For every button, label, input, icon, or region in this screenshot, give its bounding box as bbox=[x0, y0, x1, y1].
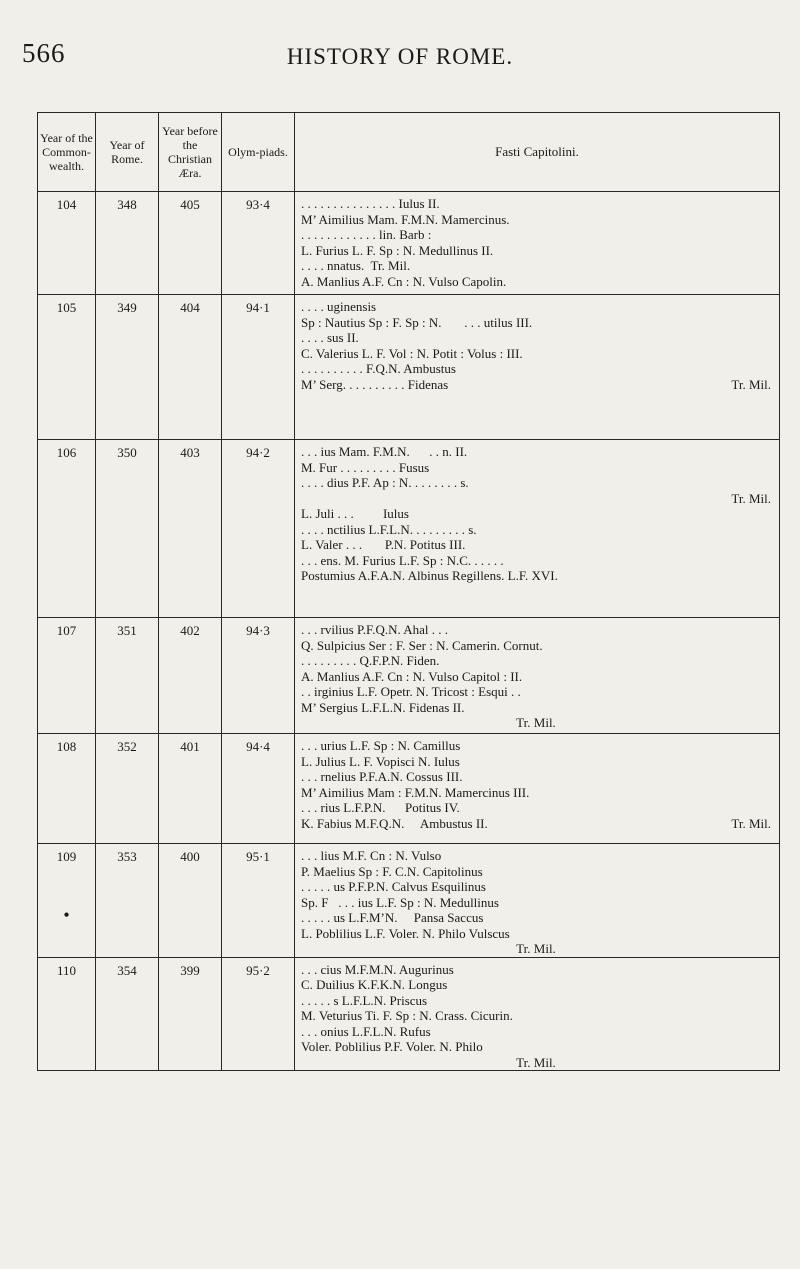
table-row bbox=[38, 192, 780, 295]
bc-value: 399 bbox=[180, 962, 200, 978]
fasti-line bbox=[301, 653, 771, 669]
commonwealth-value: 105 bbox=[56, 300, 77, 315]
commonwealth-value: 107 bbox=[56, 623, 77, 638]
table-row bbox=[38, 844, 780, 958]
fasti-line-text: . . . urius L.F. Sp : N. Camillus bbox=[301, 738, 461, 753]
bc-value: 402 bbox=[180, 623, 200, 638]
fasti-line-text: L. Poblilius L.F. Voler. N. Philo Vulscus bbox=[301, 925, 510, 941]
commonwealth-value: 104 bbox=[56, 197, 77, 212]
fasti-line-text: L. Valer . . . P.N. Potitus III. bbox=[301, 537, 466, 552]
fasti-line bbox=[301, 816, 771, 832]
fasti-line-text: A. Manlius A.F. Cn : N. Vulso Capolin. bbox=[301, 273, 507, 289]
table-row bbox=[38, 618, 780, 734]
table-row bbox=[38, 957, 780, 1071]
header-bc: Year before the Christian Æra. bbox=[159, 113, 222, 192]
table-row bbox=[38, 295, 780, 440]
fasti-line bbox=[301, 785, 771, 801]
fasti-line-text: . . . . nnatus. Tr. Mil. bbox=[301, 258, 411, 273]
fasti-line bbox=[301, 212, 771, 228]
fasti-line bbox=[301, 475, 771, 491]
fasti-line-text: Postumius A.F.A.N. Albinus Regillens. L.F. XVI. bbox=[301, 568, 558, 583]
fasti-line-text: M’ Aimilius Mam. F.M.N. Mamercinus. bbox=[301, 211, 510, 227]
fasti-line-text: . . . . nctilius L.F.L.N. . . . . . . . . s. bbox=[301, 521, 477, 537]
ink-blot-mark: • bbox=[63, 905, 70, 925]
rome-value: 352 bbox=[117, 739, 137, 754]
fasti-line bbox=[301, 491, 771, 507]
fasti-line bbox=[301, 910, 771, 926]
olympiad-value: 94·1 bbox=[246, 300, 270, 315]
fasti-line bbox=[301, 1055, 771, 1071]
cell-commonwealth bbox=[38, 295, 96, 440]
commonwealth-value: 109 bbox=[56, 849, 77, 864]
fasti-line bbox=[301, 274, 771, 290]
fasti-line-text: . . . lius M.F. Cn : N. Vulso bbox=[301, 848, 442, 863]
cell-rome bbox=[96, 295, 159, 440]
rome-value: 354 bbox=[117, 962, 137, 978]
olympiad-value: 94·2 bbox=[246, 445, 270, 460]
fasti-line-text: . . . . uginensis bbox=[301, 299, 377, 314]
fasti-line-text: M’ Aimilius Mam : F.M.N. Mamercinus III. bbox=[301, 784, 530, 800]
fasti-line bbox=[301, 622, 771, 638]
bc-value: 403 bbox=[180, 445, 200, 460]
fasti-line-text: Sp : Nautius Sp : F. Sp : N. . . . utilus III. bbox=[301, 314, 533, 330]
cell-olympiad bbox=[222, 957, 295, 1071]
fasti-line bbox=[301, 800, 771, 816]
rome-value: 351 bbox=[117, 623, 137, 638]
fasti-line-text: . . . rnelius P.F.A.N. Cossus III. bbox=[301, 769, 463, 784]
header-rome: Year of Rome. bbox=[96, 113, 159, 192]
cell-commonwealth bbox=[38, 844, 96, 958]
cell-fasti bbox=[295, 844, 780, 958]
fasti-line-text: . . . . sus II. bbox=[301, 330, 359, 345]
fasti-line bbox=[301, 848, 771, 864]
fasti-line-text: . . . . . us P.F.P.N. Calvus Esquilinus bbox=[301, 879, 486, 894]
fasti-line bbox=[301, 895, 771, 911]
fasti-line-text: Tr. Mil. bbox=[516, 1054, 556, 1070]
commonwealth-value: 106 bbox=[56, 445, 77, 460]
fasti-line-text: . . . . . us L.F.M’N. Pansa Saccus bbox=[301, 910, 484, 925]
fasti-line bbox=[301, 769, 771, 785]
cell-bc bbox=[159, 734, 222, 844]
fasti-line bbox=[301, 864, 771, 880]
fasti-line-text: . . irginius L.F. Opetr. N. Tricost : Esqui . . bbox=[301, 684, 521, 699]
cell-olympiad bbox=[222, 440, 295, 618]
cell-commonwealth bbox=[38, 618, 96, 734]
cell-bc bbox=[159, 440, 222, 618]
fasti-line bbox=[301, 330, 771, 346]
fasti-line-text: . . . . . . . . . . F.Q.N. Ambustus bbox=[301, 361, 456, 376]
fasti-line bbox=[301, 444, 771, 460]
fasti-line bbox=[301, 537, 771, 553]
fasti-line-text: . . . rvilius P.F.Q.N. Ahal . . . bbox=[301, 622, 449, 637]
fasti-line-text: . . . . . . . . . Q.F.P.N. Fiden. bbox=[301, 653, 440, 668]
fasti-line bbox=[301, 315, 771, 331]
fasti-line-text: . . . . . . . . . . . . . . . Iulus II. bbox=[301, 196, 440, 211]
fasti-line-text: Tr. Mil. bbox=[516, 941, 556, 956]
running-title: HISTORY OF ROME. bbox=[286, 44, 514, 69]
table-row bbox=[38, 734, 780, 844]
fasti-line-text: C. Duilius K.F.K.N. Longus bbox=[301, 977, 448, 992]
fasti-line-text: . . . rius L.F.P.N. Potitus IV. bbox=[301, 800, 460, 815]
fasti-line-text: M’ Serg. . . . . . . . . . Fidenas bbox=[301, 376, 449, 392]
fasti-line bbox=[301, 506, 771, 522]
fasti-line bbox=[301, 227, 771, 243]
fasti-line-text: . . . onius L.F.L.N. Rufus bbox=[301, 1023, 431, 1039]
fasti-line bbox=[301, 738, 771, 754]
cell-rome bbox=[96, 844, 159, 958]
bc-value: 400 bbox=[180, 849, 200, 864]
cell-commonwealth bbox=[38, 192, 96, 295]
bc-value: 401 bbox=[180, 739, 200, 754]
fasti-line-text: . . . . . . . . . . . . lin. Barb : bbox=[301, 227, 432, 242]
olympiad-value: 94·4 bbox=[246, 739, 270, 754]
rome-value: 350 bbox=[117, 445, 137, 460]
cell-bc bbox=[159, 192, 222, 295]
fasti-line bbox=[301, 754, 771, 770]
fasti-line-text: L. Juli . . . Iulus bbox=[301, 506, 409, 521]
fasti-line bbox=[301, 522, 771, 538]
cell-bc bbox=[159, 295, 222, 440]
cell-commonwealth bbox=[38, 734, 96, 844]
fasti-line-text: . . . ens. M. Furius L.F. Sp : N.C. . . . . . bbox=[301, 552, 504, 568]
fasti-line-text: L. Furius L. F. Sp : N. Medullinus II. bbox=[301, 242, 494, 258]
cell-bc bbox=[159, 957, 222, 1071]
rome-value: 348 bbox=[117, 197, 137, 212]
cell-fasti bbox=[295, 440, 780, 618]
table-row bbox=[38, 440, 780, 618]
fasti-line bbox=[301, 700, 771, 716]
fasti-line bbox=[301, 299, 771, 315]
cell-fasti bbox=[295, 618, 780, 734]
bc-value: 405 bbox=[180, 197, 200, 212]
fasti-line-text: Sp. F . . . ius L.F. Sp : N. Medullinus bbox=[301, 894, 499, 910]
fasti-line bbox=[301, 196, 771, 212]
fasti-line bbox=[301, 879, 771, 895]
cell-bc bbox=[159, 618, 222, 734]
fasti-line-text: M. Veturius Ti. F. Sp : N. Crass. Cicurin. bbox=[301, 1008, 513, 1023]
fasti-line bbox=[301, 346, 771, 362]
olympiad-value: 95·2 bbox=[246, 962, 270, 978]
cell-fasti bbox=[295, 957, 780, 1071]
cell-olympiad bbox=[222, 295, 295, 440]
fasti-line bbox=[301, 460, 771, 476]
cell-commonwealth bbox=[38, 957, 96, 1071]
fasti-line bbox=[301, 1024, 771, 1040]
fasti-line-suffix: Tr. Mil. bbox=[731, 815, 771, 831]
fasti-line-text: . . . . dius P.F. Ap : N. . . . . . . . s. bbox=[301, 475, 469, 490]
cell-olympiad bbox=[222, 618, 295, 734]
cell-rome bbox=[96, 957, 159, 1071]
fasti-line bbox=[301, 926, 771, 942]
fasti-line bbox=[301, 553, 771, 569]
fasti-line-text: . . . . . s L.F.L.N. Priscus bbox=[301, 992, 428, 1008]
fasti-line-text: L. Julius L. F. Vopisci N. Iulus bbox=[301, 753, 460, 769]
cell-fasti bbox=[295, 734, 780, 844]
fasti-line bbox=[301, 962, 771, 978]
fasti-line bbox=[301, 977, 771, 993]
header-row bbox=[38, 113, 780, 192]
fasti-table bbox=[37, 112, 780, 1071]
fasti-line bbox=[301, 361, 771, 377]
fasti-line bbox=[301, 638, 771, 654]
commonwealth-value: 110 bbox=[56, 962, 77, 978]
cell-fasti bbox=[295, 295, 780, 440]
fasti-line-text: K. Fabius M.F.Q.N. Ambustus II. bbox=[301, 815, 488, 831]
fasti-line bbox=[301, 243, 771, 259]
fasti-line-text: M’ Sergius L.F.L.N. Fidenas II. bbox=[301, 699, 465, 715]
olympiad-value: 95·1 bbox=[246, 849, 270, 864]
fasti-line bbox=[301, 377, 771, 393]
fasti-line-text: Q. Sulpicius Ser : F. Ser : N. Camerin. Cornut. bbox=[301, 637, 543, 653]
fasti-line bbox=[301, 684, 771, 700]
bc-value: 404 bbox=[180, 300, 200, 315]
fasti-line-text: . . . cius M.F.M.N. Augurinus bbox=[301, 961, 454, 977]
fasti-line bbox=[301, 993, 771, 1009]
cell-bc bbox=[159, 844, 222, 958]
cell-olympiad bbox=[222, 192, 295, 295]
fasti-line-text: Voler. Poblilius P.F. Voler. N. Philo bbox=[301, 1039, 483, 1054]
rome-value: 353 bbox=[117, 849, 137, 864]
cell-rome bbox=[96, 734, 159, 844]
olympiad-value: 94·3 bbox=[246, 623, 270, 638]
fasti-line-text: Tr. Mil. bbox=[516, 715, 556, 730]
table-body bbox=[38, 192, 780, 1071]
cell-commonwealth bbox=[38, 440, 96, 618]
fasti-line-text: . . . ius Mam. F.M.N. . . n. II. bbox=[301, 444, 468, 459]
fasti-line bbox=[301, 715, 771, 731]
fasti-line-text: Tr. Mil. bbox=[731, 490, 771, 506]
fasti-line-text: A. Manlius A.F. Cn : N. Vulso Capitol : II. bbox=[301, 668, 523, 684]
cell-olympiad bbox=[222, 734, 295, 844]
olympiad-value: 93·4 bbox=[246, 197, 270, 212]
header-fasti: Fasti Capitolini. bbox=[295, 113, 780, 192]
cell-fasti bbox=[295, 192, 780, 295]
cell-rome bbox=[96, 618, 159, 734]
header-commonwealth: Year of the Common-wealth. bbox=[38, 113, 96, 192]
cell-rome bbox=[96, 192, 159, 295]
fasti-line-suffix: Tr. Mil. bbox=[731, 376, 771, 392]
rome-value: 349 bbox=[117, 300, 137, 315]
fasti-line bbox=[301, 941, 771, 957]
fasti-line bbox=[301, 669, 771, 685]
cell-rome bbox=[96, 440, 159, 618]
cell-olympiad bbox=[222, 844, 295, 958]
fasti-line-text: C. Valerius L. F. Vol : N. Potit : Volus : III. bbox=[301, 345, 523, 361]
fasti-line bbox=[301, 258, 771, 274]
commonwealth-value: 108 bbox=[56, 739, 77, 754]
page-number: 566 bbox=[22, 38, 66, 68]
fasti-line bbox=[301, 568, 771, 584]
header-olympiads: Olym-piads. bbox=[222, 113, 295, 192]
fasti-line bbox=[301, 1039, 771, 1055]
fasti-line-text: P. Maelius Sp : F. C.N. Capitolinus bbox=[301, 863, 483, 879]
fasti-line-text: M. Fur . . . . . . . . . Fusus bbox=[301, 459, 430, 475]
fasti-line bbox=[301, 1008, 771, 1024]
